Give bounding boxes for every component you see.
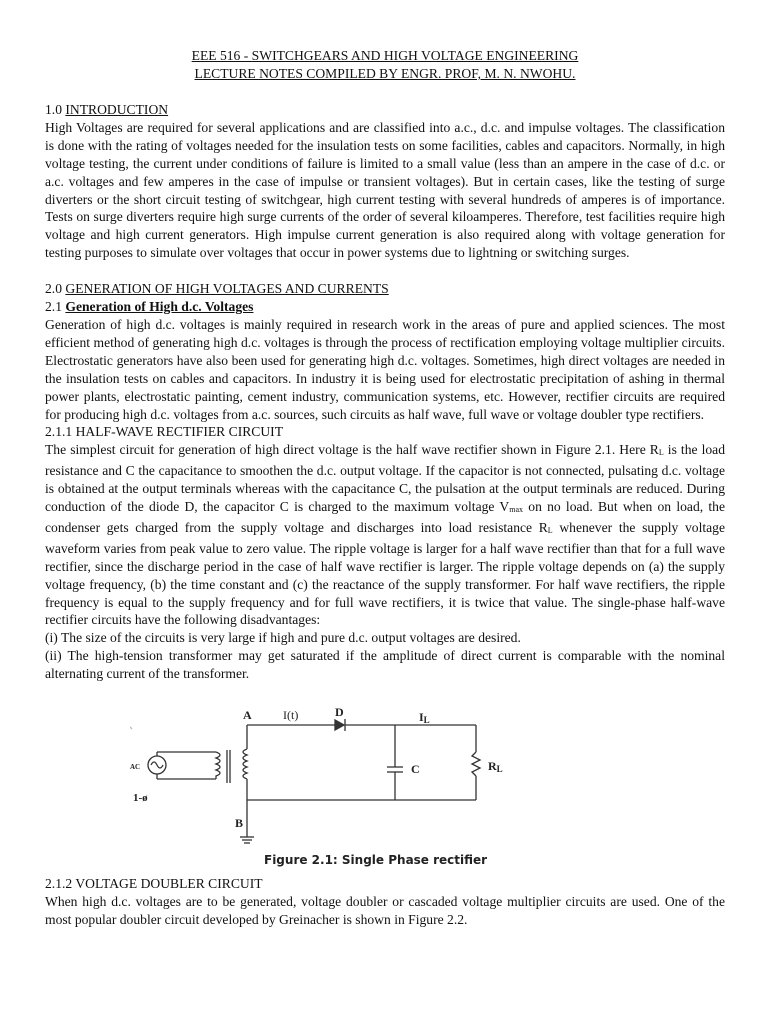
- intro-heading: 1.0 INTRODUCTION: [45, 102, 169, 117]
- figure-caption: Figure 2.1: Single Phase rectifier: [264, 853, 488, 868]
- ac-label: AC: [130, 763, 141, 772]
- voltage-doubler-paragraph: When high d.c. voltages are to be generated, voltage doubler or cascaded voltage multiplier circuits are used. One of the most popular doubler circuit developed by Greinacher is shown in Figure 2.2.: [45, 894, 725, 927]
- capacitor-c-label: C: [411, 762, 420, 777]
- intro-paragraph: High Voltages are required for several applications and are classified into a.c., d.c. and impulse voltages. The classification is done with the rating of voltages needed for the insulation tests on some facilities, cables and capacitors. Normally, in high voltage testing, the current under conditions of failure is limited to a small value (less than an ampere in the case of d.c. or a.c. voltages and few amperes in the case of impulse or transient voltages). But in certain cases, like the testing of surge diverters or the short circuit testing of switchgear, high current testing with several hundreds of amperes is of importance. Tests on surge diverters require high surge currents of the order of several kiloamperes. Therefore, test facilities require high voltage and high current generators. High impulse current generation is also required along with voltage generation for testing purposes to simulate over voltages that occur in power systems due to lightning or switching surges.: [45, 119, 725, 261]
- diode-icon: [335, 720, 344, 730]
- section-2-1-heading: 2.1 Generation of High d.c. Voltages: [45, 299, 254, 315]
- section-2-heading: 2.0 GENERATION OF HIGH VOLTAGES AND CURRENTS: [45, 281, 389, 297]
- course-title: EEE 516 - SWITCHGEARS AND HIGH VOLTAGE ENGINEERING: [191, 48, 579, 63]
- disadvantage-item-1: (i) The size of the circuits is very large if high and pure d.c. output voltages are desired.: [45, 630, 521, 646]
- lecture-notes-credit: LECTURE NOTES COMPILED BY ENGR. PROF, M. N. NWOHU.: [194, 66, 576, 81]
- figure-2-1: [130, 697, 530, 875]
- document-page: [45, 47, 725, 929]
- transformer-primary-icon: [216, 752, 220, 779]
- voltage-doubler-heading: 2.1.2 VOLTAGE DOUBLER CIRCUIT: [45, 876, 263, 892]
- node-a-label: A: [243, 708, 252, 723]
- load-current-label: IL: [419, 710, 430, 726]
- half-wave-paragraph: The simplest circuit for generation of high direct voltage is the half wave rectifier shown in Figure 2.1. Here $R_L$ is the load resistance and C the capacitance to smoothen the d.c. output voltage. If the capacitor is not connected, pulsating d.c. voltage is obtained at the output terminals whereas with the capacitance C, the pulsation at the output terminals are reduced. During conduction of the diode D, the capacitor C is charged to the maximum voltage $V_{max}$ on no load. But when on load, the condenser gets charged from the supply voltage and discharges into load resistance $R_L$ whenever the supply voltage waveform varies from peak value to zero value. The ripple voltage is larger for a half wave rectifier than that for a full wave rectifier, since the discharge period in the case of half wave rectifier is larger. The ripple voltage depends on (a) the supply voltage frequency, (b) the time constant and (c) the reactance of the supply transformer. For half wave rectifiers, the ripple frequency is equal to the supply frequency and for full wave rectifiers, it is twice that value. The single-phase half-wave rectifier circuits have the following disadvantages:: [45, 442, 725, 628]
- load-resistor-icon: [472, 752, 480, 776]
- single-phase-label: 1-ø: [133, 792, 148, 805]
- half-wave-heading: 2.1.1 HALF-WAVE RECTIFIER CIRCUIT: [45, 424, 284, 440]
- disadvantage-item-2: (ii) The high-tension transformer may get saturated if the amplitude of direct current is comparable with the nominal alternating current of the transformer.: [45, 648, 725, 682]
- current-it-label: I(t): [283, 708, 299, 723]
- rectifier-circuit-diagram: [130, 697, 530, 875]
- section-2-1-paragraph: Generation of high d.c. voltages is mainly required in research work in the areas of pure and applied sciences. The most efficient method of generating high d.c. voltages is through the process of rectification employing voltage multiplier circuits. Electrostatic generators have also been used for generating high d.c. voltages. Sometimes, high direct voltages are needed in the insulation tests on cables and capacitors. In industry it is being used for electrostatic precipitation of ashing in thermal power plants, electrostatic painting, cement industry, communication systems, etc. However, rectifier circuits are required for producing high d.c. voltages from a.c. sources, such circuits as half wave, full wave or voltage doubler type rectifiers.: [45, 316, 725, 422]
- diode-d-label: D: [335, 705, 344, 720]
- node-b-label: B: [235, 816, 244, 831]
- transformer-secondary-icon: [243, 749, 247, 779]
- load-resistance-label: RL: [488, 759, 503, 775]
